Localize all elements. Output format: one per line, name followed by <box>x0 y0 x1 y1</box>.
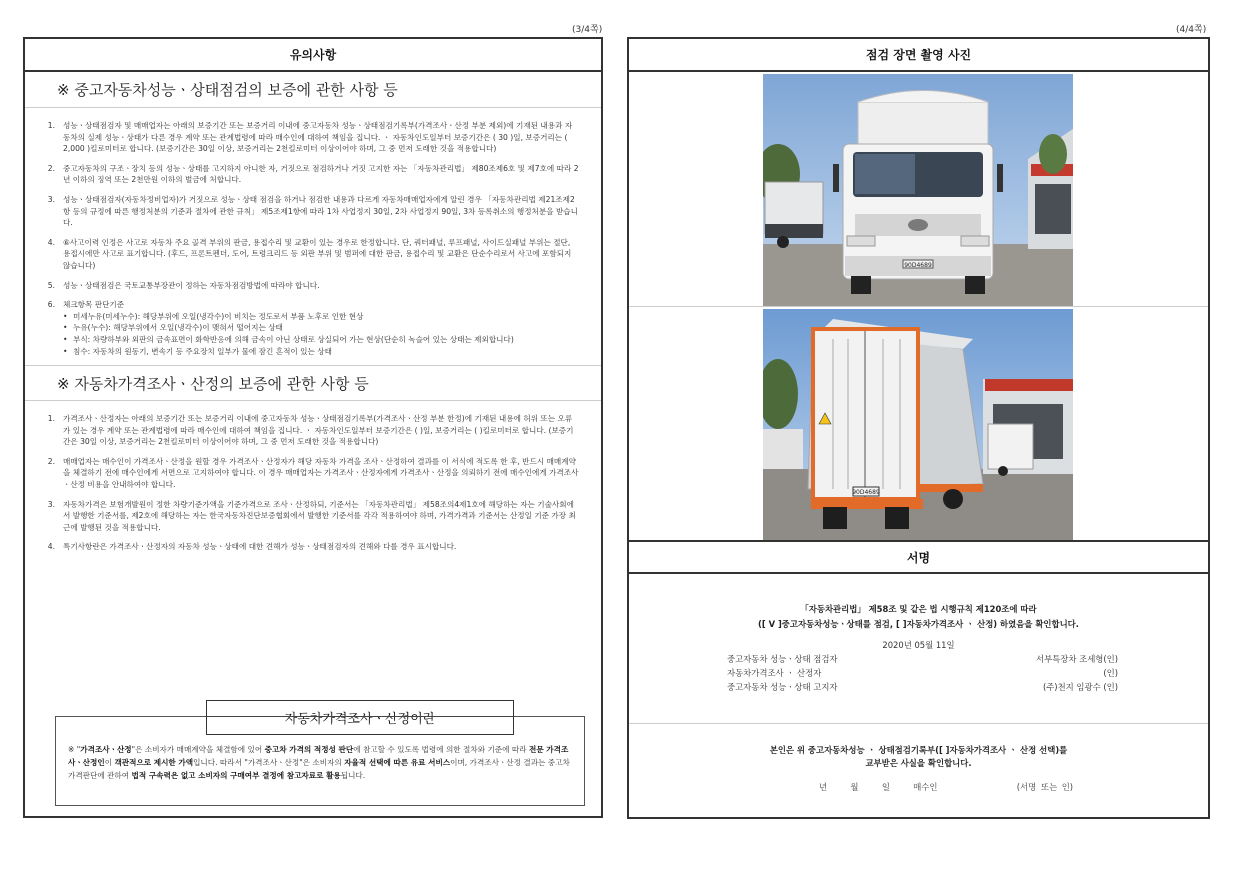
list-item: 2. 매매업자는 매수인이 가격조사ㆍ산정을 원할 경우 가격조사ㆍ산정자가 해당 자동차 가격을 조사ㆍ산정하여 결과를 이 서식에 적도록 한 후, 반드시 매매계약을 체결하기 전에 매수인에게 서면으로 고지하여야 합니다. 이 경우 매매업자는 가격조사ㆍ산정자에게 가격조사ㆍ산정을 의뢰하기 전에 매수인에게 가격조사ㆍ산정 비용을 안내하여야 합니다. <box>47 456 579 490</box>
list-item: 2. 중고자동차의 구조ㆍ장치 등의 성능ㆍ상태를 고지하지 아니한 자, 거짓으로 점검하거나 거짓 고지한 자는 「자동차관리법」 제80조제6호 및 제7호에 따라 2년 이하의 징역 또는 2천만원 이하의 벌금에 처합니다. <box>47 163 579 185</box>
check-criteria-title: 체크항목 판단기준 <box>63 300 125 310</box>
receipt-confirmation: 본인은 위 중고자동차성능 ㆍ 상태점검기록부([ ]자동차가격조사 ㆍ 산정 선택)를 교부받은 사실을 확인합니다. <box>769 745 1068 768</box>
list-item: 1. 성능ㆍ상태점검자 및 매매업자는 아래의 보증기간 또는 보증거리 이내에 중고자동차 성능ㆍ상태점검기록부(가격조사ㆍ산정 부분 제외)에 기재된 내용과 자동차의 실제 성능ㆍ상태가 다른 경우 계약 또는 관계법령에 따라 매수인에 대하여 책임을 집니다. ㆍ 자동차인도일부터 보증기간은 ( 30 )일, 보증거리는 ( 2,000 )킬로미터로 합니다. (보증기간은 30일 이상, 보증거리는 2천킬로미터 이상이어야 하며, 그 중 먼저 도래한 것을 적용합니다) <box>47 121 573 154</box>
check-criteria-list <box>63 311 579 357</box>
plate-text: 90D4689 <box>852 489 880 496</box>
price-info-box <box>55 712 585 806</box>
signature-date: 2020년 05월 11일 <box>882 640 955 650</box>
signer-row-inspector: 중고자동차 성능ㆍ상태 점검자 서부특장차 조세형(인) <box>727 654 1118 664</box>
warranty-section-title: ※ 중고자동차성능ㆍ상태점검의 보증에 관한 사항 등 <box>25 72 601 108</box>
buyer-signature-line: 년 월 일 매수인 (서명 또는 인) <box>819 782 1074 792</box>
price-list <box>25 401 601 553</box>
plate-text: 90D4689 <box>904 262 932 269</box>
price-info-title: 자동차가격조사ㆍ산정이란 <box>206 700 514 735</box>
photo-divider <box>629 306 1208 307</box>
list-item: 6. 체크항목 판단기준 • 미세누유(미세누수): 해당부위에 오일(냉각수)이 비치는 정도로서 부품 노후로 인한 현상 • 누유(누수): 해당부위에서 오일(냉각수)이 맺혀서 떨어지는 상태 • 부식: 차량하부와 외판의 금속표면이 화학반응에 의해 금속이 아닌 상태로 상실되어 가는 현상(단순히 녹슬어 있는 상태는 제외합니다) • 침수: 자동차의 원동기, 변속기 등 주요장치 일부가 물에 잠긴 흔적이 있는 상태 <box>39 299 579 357</box>
list-item: • 누유(누수): 해당부위에서 오일(냉각수)이 맺혀서 떨어지는 상태 <box>63 323 283 333</box>
page-number-right: (4/4쪽) <box>1176 25 1207 35</box>
list-item: • 미세누유(미세누수): 해당부위에 오일(냉각수)이 비치는 정도로서 부품 노후로 인한 현상 <box>63 311 364 321</box>
signature-divider <box>629 723 1208 724</box>
list-item: • 침수: 자동차의 원동기, 변속기 등 주요장치 일부가 물에 잠긴 흔적이 있는 상태 <box>63 346 332 356</box>
page-number-left: (3/4쪽) <box>572 25 603 35</box>
warranty-list <box>25 108 601 357</box>
rear-truck-photo <box>763 309 1073 540</box>
signer-row-appraiser: 자동차가격조사 ㆍ 산정자 (인) <box>727 668 1118 678</box>
list-item: • 부식: 차량하부와 외판의 금속표면이 화학반응에 의해 금속이 아닌 상태로 상실되어 가는 현상(단순히 녹슬어 있는 상태는 제외합니다) <box>63 334 514 344</box>
notes-header: 유의사항 <box>25 39 601 72</box>
photo-sign-panel <box>627 37 1210 819</box>
list-item: 4. 특기사항란은 가격조사ㆍ산정자의 자동차 성능ㆍ상태에 대한 견해가 성능ㆍ상태점검자의 견해와 다를 경우 표시합니다. <box>47 542 457 552</box>
list-item: 1. 가격조사ㆍ산정자는 아래의 보증기간 또는 보증거리 이내에 중고자동차 성능ㆍ상태점검기록부(가격조사ㆍ산정 부분 한정)에 기재된 내용에 허위 또는 오류가 있는 경우 계약 또는 관계법령에 따라 매수인에 대하여 책임을 집니다. ㆍ 자동차인도일부터 보증기간은 ( )일, 보증거리는 ( )킬로미터로 합니다. (보증기간은 30일 이상, 보증거리는 2천킬로미터 이상이어야 하며, 그 중 먼저 도래한 것을 적용합니다) <box>47 414 574 447</box>
list-item: 3. 성능ㆍ상태점검자(자동차정비업자)가 거짓으로 성능ㆍ상태 점검을 하거나 점검한 내용과 다르게 자동차매매업자에게 알린 경우 「자동차관리법 제21조제2항 등의 규정에 따른 행정처분의 기준과 절차에 관한 규칙」 제5조제1항에 따라 1차 사업정지 30일, 2차 사업정지 90일, 3차 등록취소의 행정처분을 받습니다. <box>47 194 578 228</box>
signature-header: 서명 <box>629 540 1208 574</box>
list-item: 5. 성능ㆍ상태점검은 국토교통부장관이 정하는 자동차점검방법에 따라야 합니다. <box>47 280 320 290</box>
signature-law-text: 「자동차관리법」 제58조 및 같은 법 시행규칙 제120조에 따라 ([ V ]중고자동차성능ㆍ상태를 점검, [ ]자동차가격조사 ㆍ 산정) 하였음을 확인합니다. <box>758 604 1079 629</box>
list-item: 3. 자동차가격은 보험개발원이 정한 차량기준가액을 기준가격으로 조사ㆍ산정하되, 기준서는 「자동차관리법」 제58조의4제1호에 해당하는 자는 기술사회에서 발행한 기준서를, 제2호에 해당하는 자는 한국자동차진단보증협회에서 발행한 기준서를 각각 적용하여야 하며, 가격가격과 기준서는 산정일 기준 가장 최근에 발행된 것을 적용합니다. <box>47 499 576 532</box>
price-info-text: ※ "가격조사ㆍ산정"은 소비자가 매매계약을 체결함에 있어 중고차 가격의 적정성 판단에 참고할 수 있도록 법령에 의한 절차와 기준에 따라 전문 가격조사ㆍ산정인이 객관적으로 제시한 가액입니다. 따라서 "가격조사ㆍ산정"은 소비자의 자율적 선택에 따른 유료 서비스이며, 가격조사ㆍ산정 결과는 중고차 가격판단에 관하여 법적 구속력은 없고 소비자의 구매여부 결정에 참고자료로 활용됩니다. <box>68 745 570 780</box>
photo-header: 점검 장면 촬영 사진 <box>629 39 1208 72</box>
price-section-title: ※ 자동차가격조사ㆍ산정의 보증에 관한 사항 등 <box>25 365 601 401</box>
signer-row-notifier: 중고자동차 성능ㆍ상태 고지자 (주)천지 임광수 (인) <box>727 682 1118 692</box>
list-item: 4. ⑥사고이력 인정은 사고로 자동차 주요 골격 부위의 판금, 용접수리 및 교환이 있는 경우로 한정합니다. 단, 쿼터패널, 루프패널, 사이드실패널 부위는 절단, 용접시에만 사고로 표기합니다. (후드, 프론트펜더, 도어, 트렁크리드 등 외판 부위 및 범퍼에 대한 판금, 용접수리 및 교환은 단순수리로서 사고에 포함되지 않습니다) <box>47 237 572 270</box>
front-truck-photo <box>763 74 1073 306</box>
notes-panel <box>23 37 603 818</box>
